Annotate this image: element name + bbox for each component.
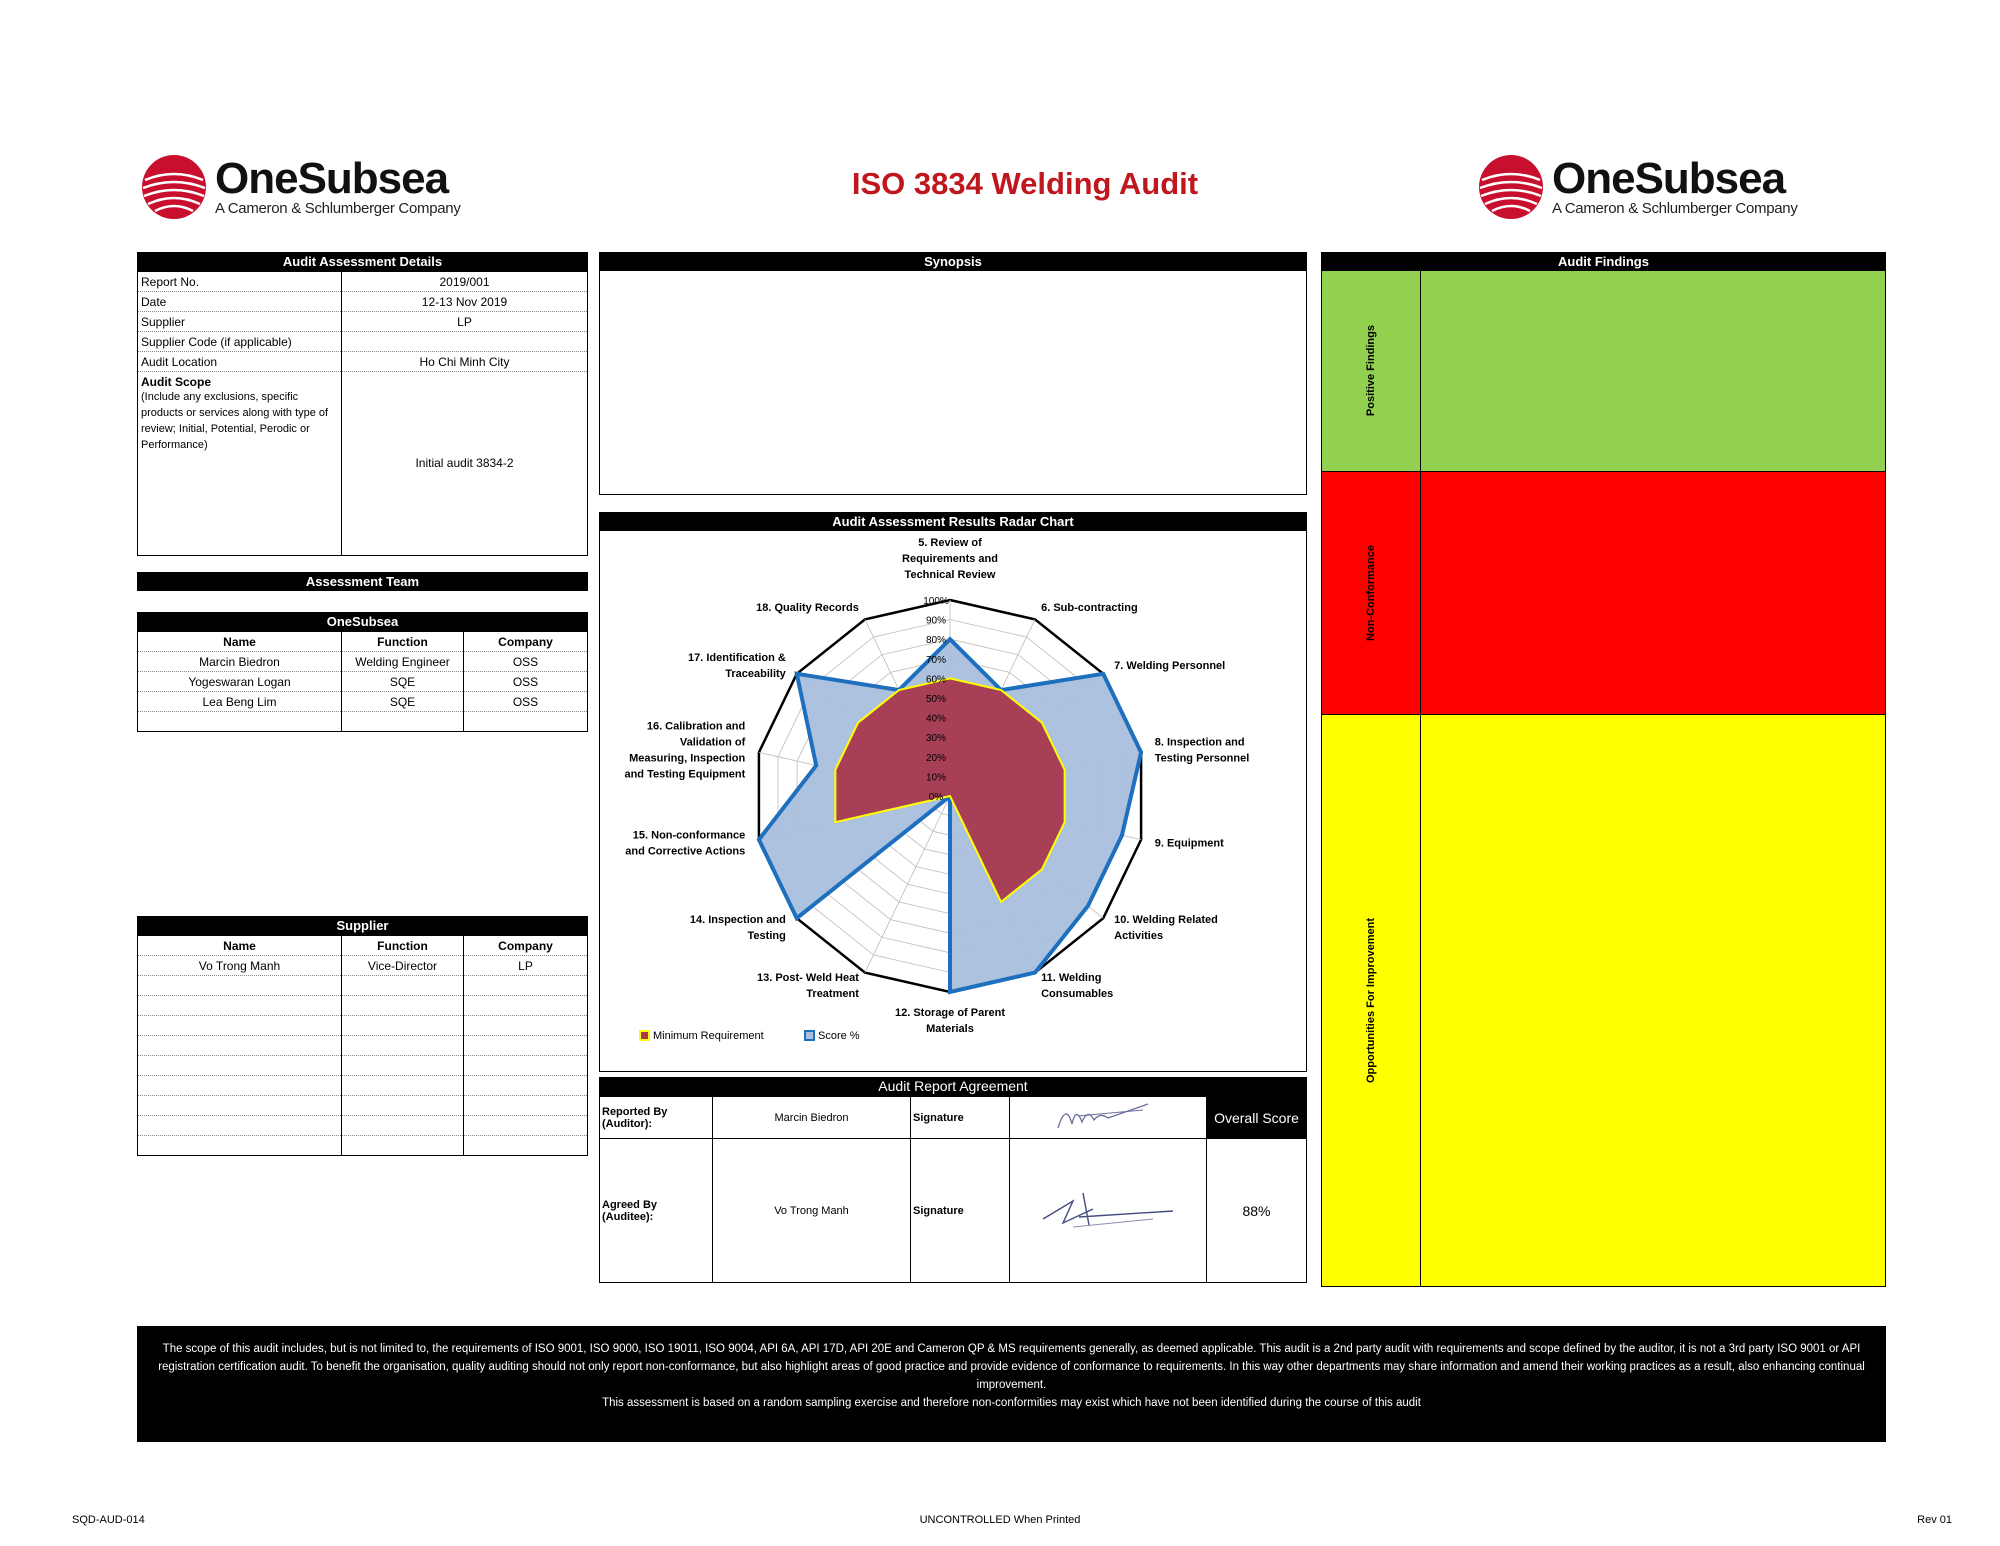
column-header: Company (464, 632, 588, 652)
category-label: 16. Calibration and Validation of Measuring, Inspection and Testing Equipment (624, 720, 746, 781)
opportunities-body (1421, 715, 1885, 1286)
category-label: 13. Post- Weld Heat Treatment (756, 972, 859, 1001)
supplier-header-row (138, 936, 588, 956)
audit-scope-note: (Include any exclusions, specific products or services along with type of review; Initial, Potential, Perodic or Performance) (141, 391, 329, 451)
onesubsea-globe-icon (1478, 154, 1544, 220)
member-function: SQE (342, 672, 464, 692)
disclaimer-note: This assessment is based on a random sampling exercise and therefore non-conformities may exist which have not been identified during the course of this audit (602, 1397, 1421, 1409)
details-value: 2019/001 (342, 272, 588, 292)
legend-swatch (805, 1031, 814, 1040)
table-row (138, 1036, 588, 1056)
positive-findings-section (1322, 271, 1885, 472)
audit-details-table (137, 271, 588, 556)
details-row (138, 292, 588, 312)
uncontrolled-notice: UNCONTROLLED When Printed (919, 1514, 1081, 1526)
details-label: Date (138, 292, 342, 312)
chart-title: Audit Assessment Results Radar Chart (599, 512, 1307, 531)
team-header-row (138, 632, 588, 652)
reported-by-label: Reported By (Auditor): (600, 1097, 713, 1139)
member-company: OSS (464, 672, 588, 692)
member-name: Yogeswaran Logan (138, 672, 342, 692)
brand-tagline: A Cameron & Schlumberger Company (1552, 200, 1798, 217)
audit-findings-heading: Audit Findings (1321, 252, 1886, 271)
onesubsea-logo-left (141, 154, 461, 220)
category-label: 18. Quality Records (756, 601, 859, 614)
details-label: Audit Location (138, 352, 342, 372)
category-label: 8. Inspection and Testing Personnel (1154, 736, 1250, 765)
member-company: LP (464, 956, 588, 976)
opportunities-section (1322, 715, 1885, 1286)
category-label: 10. Welding Related Activities (1114, 913, 1218, 942)
radar-chart (600, 531, 1305, 1069)
details-value: 12-13 Nov 2019 (342, 292, 588, 312)
member-company: OSS (464, 692, 588, 712)
auditor-signature (1010, 1097, 1207, 1139)
onesubsea-logo-right (1478, 154, 1798, 220)
disclaimer-box (137, 1326, 1886, 1442)
details-row (138, 312, 588, 332)
page-title: ISO 3834 Welding Audit (851, 166, 1199, 201)
reported-by-name: Marcin Biedron (713, 1097, 911, 1139)
auditee-signature (1010, 1139, 1207, 1283)
findings-sections (1321, 271, 1886, 1287)
category-label: 14. Inspection and Testing (689, 913, 786, 942)
auditee-signature-image (1033, 1179, 1183, 1239)
radial-tick-label: 80% (925, 635, 947, 647)
brand-name: OneSubsea (215, 154, 449, 203)
category-label: 17. Identification & Traceability (688, 652, 786, 681)
agreed-by-name: Vo Trong Manh (713, 1139, 911, 1283)
radial-tick-label: 60% (925, 674, 947, 686)
category-label: 12. Storage of Parent Materials (894, 1007, 1006, 1035)
agreed-by-label: Agreed By (Auditee): (600, 1139, 713, 1283)
assessment-team-heading: Assessment Team (137, 572, 588, 591)
member-function: Vice-Director (342, 956, 464, 976)
opportunities-label: Opportunities For Improvement (1365, 917, 1377, 1083)
legend-swatch (640, 1031, 649, 1040)
radar-chart-panel (599, 512, 1307, 1072)
category-label: 9. Equipment (1154, 837, 1224, 850)
table-row (138, 996, 588, 1016)
member-function: SQE (342, 692, 464, 712)
radar-chart-body (599, 531, 1307, 1072)
table-row (138, 692, 588, 712)
member-function: Welding Engineer (342, 652, 464, 672)
details-row (138, 352, 588, 372)
category-label: 11. Welding Consumables (1041, 972, 1114, 1001)
details-label: Report No. (138, 272, 342, 292)
audit-findings-panel (1321, 252, 1886, 1287)
audit-scope-row (138, 372, 588, 556)
details-row (138, 332, 588, 352)
member-company: OSS (464, 652, 588, 672)
radial-tick-label: 10% (925, 772, 947, 784)
table-row (138, 1136, 588, 1156)
table-row (138, 976, 588, 996)
audit-scope-value: Initial audit 3834-2 (342, 372, 588, 556)
column-header: Function (342, 936, 464, 956)
table-row (138, 1076, 588, 1096)
audit-details-panel (137, 252, 588, 556)
overall-score-value: 88% (1207, 1139, 1307, 1283)
legend-label: Minimum Requirement (653, 1030, 764, 1042)
radial-tick-label: 30% (925, 733, 947, 745)
radial-tick-label: 20% (925, 752, 947, 764)
revision: Rev 01 (1917, 1514, 1952, 1526)
details-label: Supplier (138, 312, 342, 332)
supplier-team-panel (137, 916, 588, 1156)
category-label: 7. Welding Personnel (1114, 660, 1226, 673)
positive-findings-label: Positive Findings (1365, 325, 1377, 417)
table-row (138, 712, 588, 732)
details-value: LP (342, 312, 588, 332)
non-conformance-body (1421, 472, 1885, 714)
table-row (138, 1096, 588, 1116)
details-row (138, 272, 588, 292)
brand-tagline: A Cameron & Schlumberger Company (215, 200, 461, 217)
column-header: Function (342, 632, 464, 652)
table-row (138, 1116, 588, 1136)
category-label: 15. Non-conformance and Corrective Actions (625, 829, 746, 858)
synopsis-heading: Synopsis (599, 252, 1307, 271)
table-row (138, 652, 588, 672)
agreement-panel (599, 1077, 1307, 1283)
signature-label: Signature (911, 1139, 1010, 1283)
table-row (138, 1016, 588, 1036)
radial-tick-label: 0% (928, 792, 944, 803)
document-code: SQD-AUD-014 (72, 1514, 145, 1526)
disclaimer-text: The scope of this audit includes, but is not limited to, the requirements of ISO 9001, ISO 9000, ISO 19011, ISO 9004, API 6A, API 17D, API 20E and Cameron QP & MS requirements generally, as deemed applicable. This audit is a 2nd party audit with requirements and scope defined by the auditor, it is not a 3rd party ISO 9001 or API registration certification audit. To benefit the organisation, quality auditing should not only report non-conformance, but also highlight areas of good practice and provide evidence of conformance to requirements. In this way other departments may share information and amend their working practices as a result, also enhancing continual improvement. (158, 1343, 1865, 1391)
brand-name: OneSubsea (1552, 154, 1786, 203)
table-row (138, 672, 588, 692)
details-value (342, 332, 588, 352)
agreed-row (600, 1139, 1307, 1283)
radial-tick-label: 40% (925, 713, 947, 725)
audit-details-heading: Audit Assessment Details (137, 252, 588, 271)
member-name: Vo Trong Manh (138, 956, 342, 976)
column-header: Company (464, 936, 588, 956)
legend-label: Score % (818, 1030, 860, 1042)
radial-tick-label: 100% (923, 596, 949, 607)
radial-tick-label: 70% (925, 654, 947, 666)
reported-row (600, 1097, 1307, 1139)
non-conformance-section (1322, 472, 1885, 715)
member-name: Marcin Biedron (138, 652, 342, 672)
column-header: Name (138, 936, 342, 956)
column-header: Name (138, 632, 342, 652)
positive-findings-body (1421, 271, 1885, 471)
synopsis-panel (599, 252, 1307, 495)
radial-tick-label: 50% (925, 694, 947, 705)
member-name: Lea Beng Lim (138, 692, 342, 712)
details-value: Ho Chi Minh City (342, 352, 588, 372)
table-row (138, 956, 588, 976)
auditor-signature-image (1048, 1098, 1168, 1134)
onesubsea-globe-icon (141, 154, 207, 220)
onesubsea-team-panel (137, 612, 588, 732)
table-row (138, 1056, 588, 1076)
radial-tick-label: 90% (925, 615, 947, 627)
synopsis-body (599, 271, 1307, 495)
overall-score-label: Overall Score (1207, 1097, 1307, 1139)
category-label: 6. Sub-contracting (1041, 601, 1138, 614)
signature-label: Signature (911, 1097, 1010, 1139)
audit-scope-label: Audit Scope (141, 375, 212, 389)
supplier-team-heading: Supplier (137, 916, 588, 935)
onesubsea-team-table (137, 631, 588, 732)
details-label: Supplier Code (if applicable) (138, 332, 342, 352)
non-conformance-label: Non-Conformance (1365, 545, 1377, 641)
onesubsea-team-heading: OneSubsea (137, 612, 588, 631)
agreement-table (599, 1096, 1307, 1283)
agreement-heading: Audit Report Agreement (599, 1077, 1307, 1096)
supplier-team-table (137, 935, 588, 1156)
category-label: 5. Review of Requirements and Technical Review (902, 537, 998, 581)
